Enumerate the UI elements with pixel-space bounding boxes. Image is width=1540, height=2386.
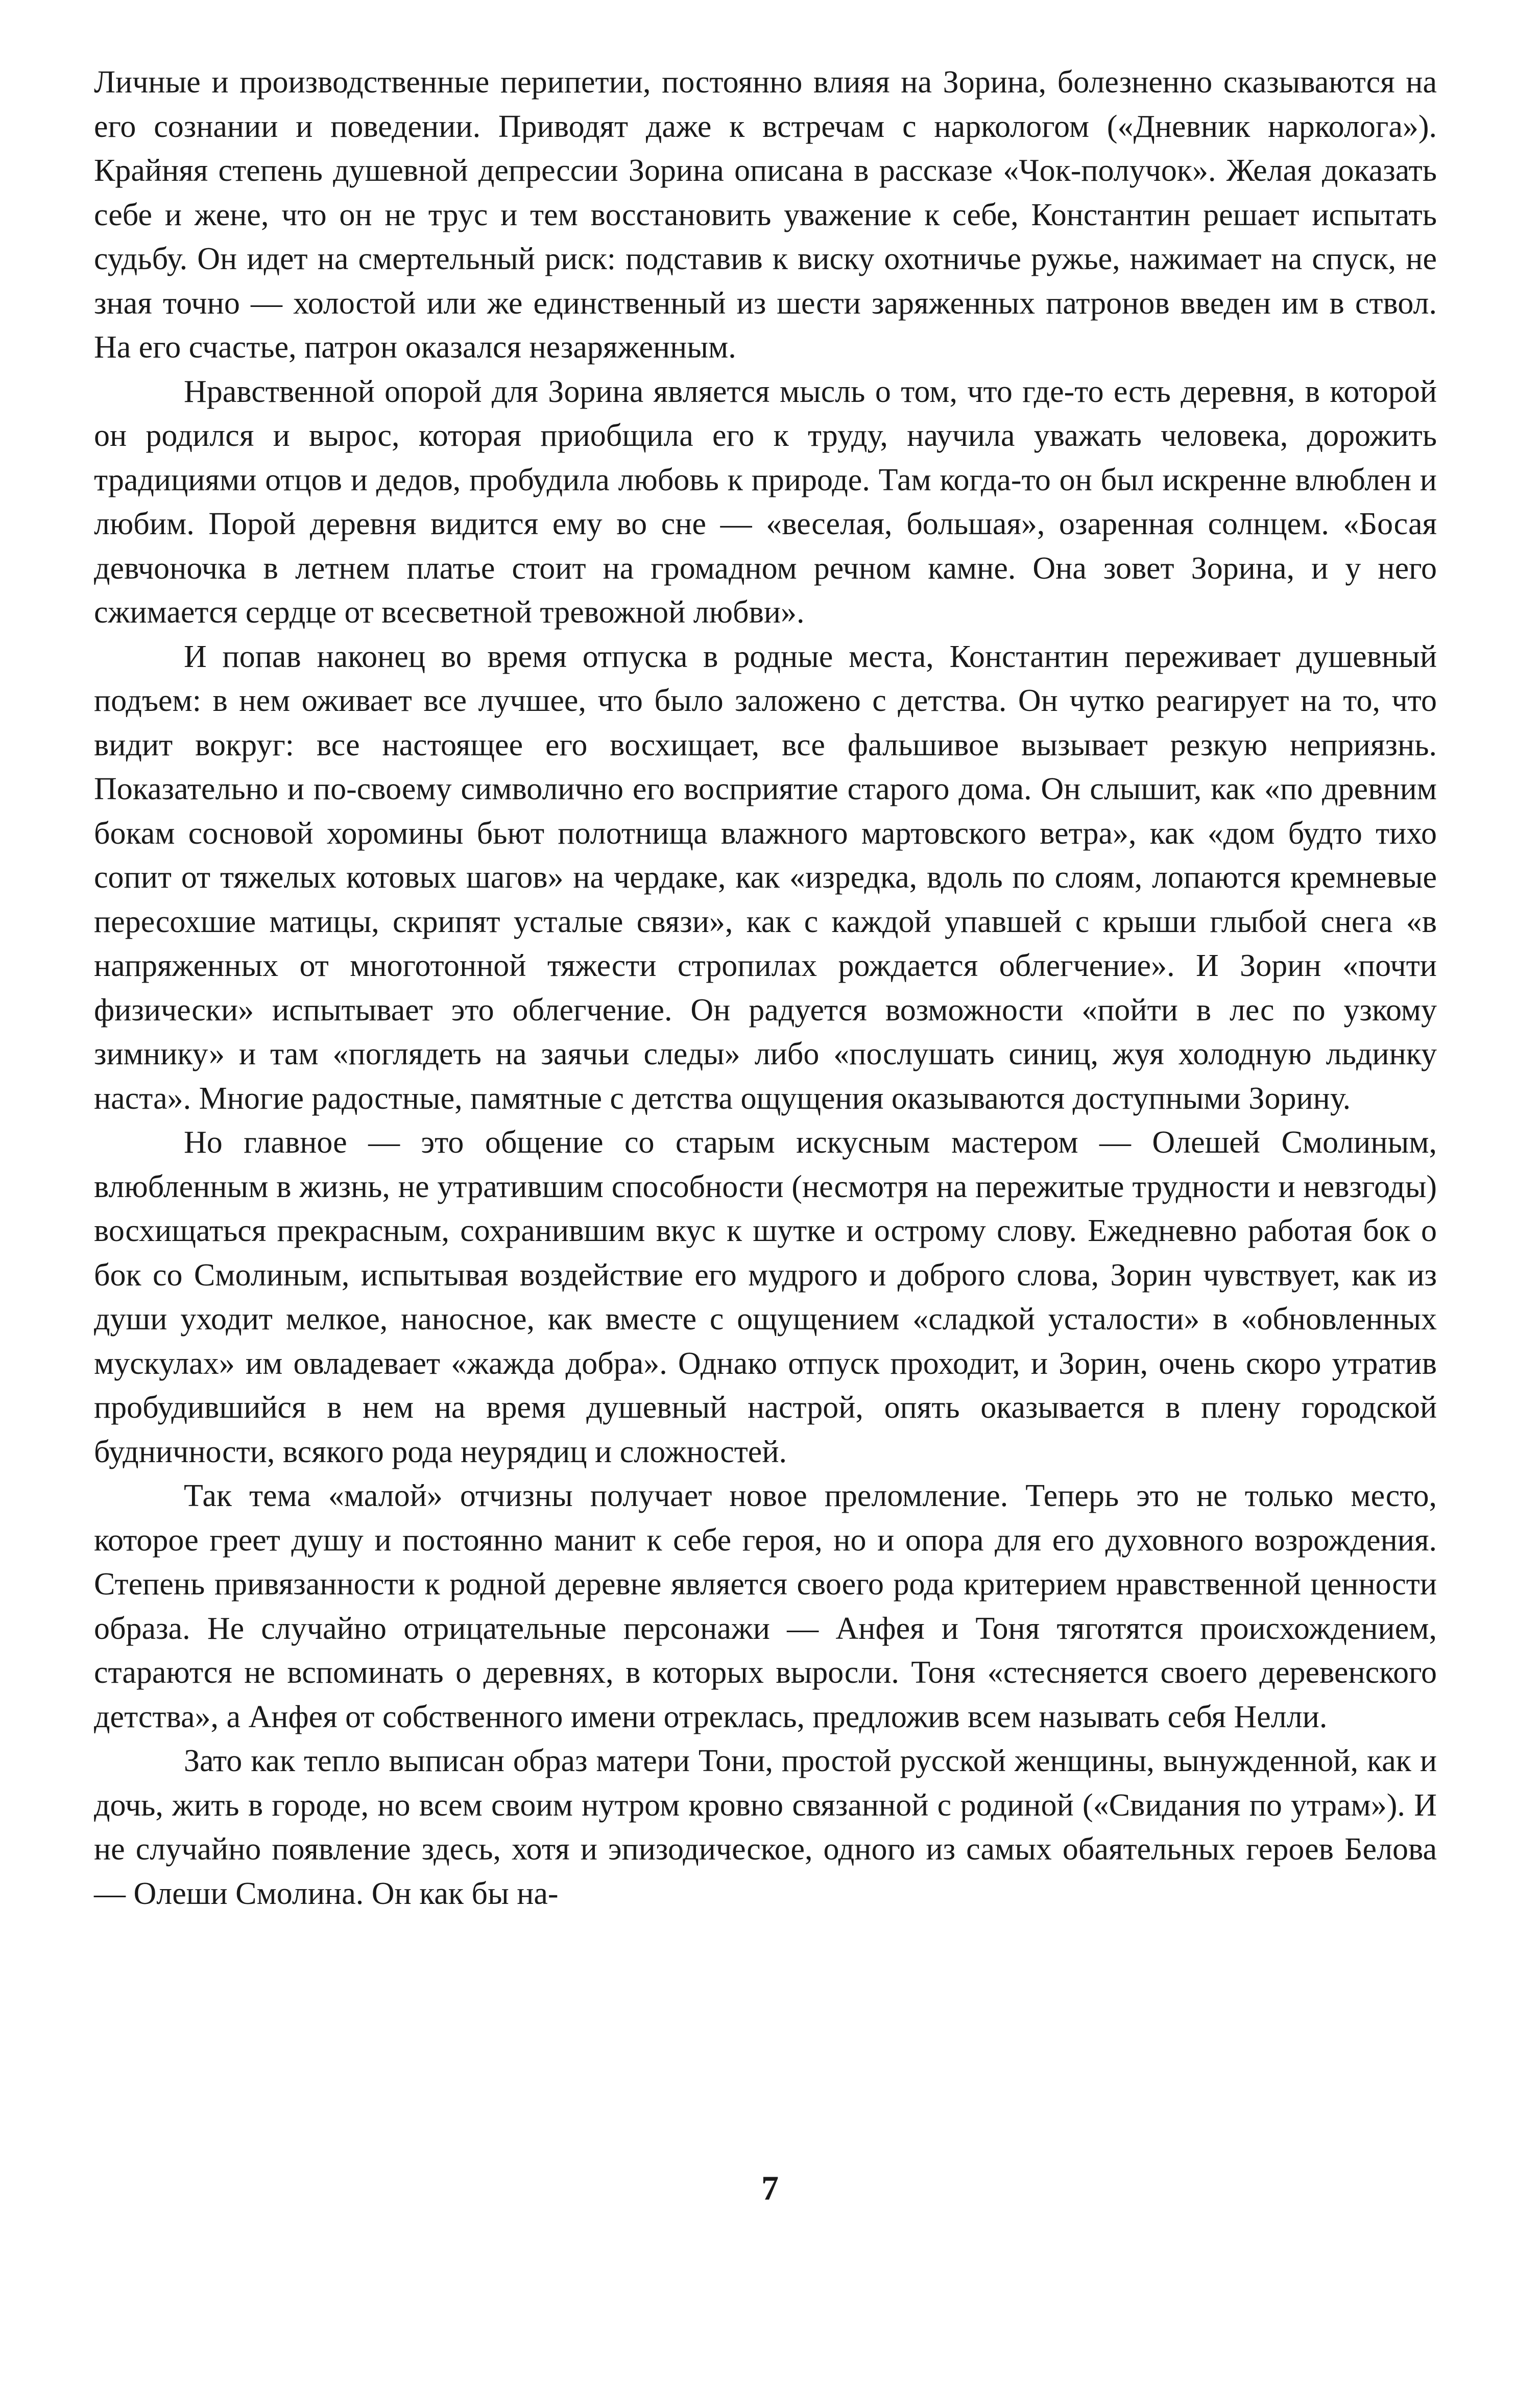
paragraph-6: Зато как тепло выписан образ матери Тони, простой русской женщины, вынужденной, как и дочь, жить в городе, но всем своим нутром кровно связанной с родиной («Свидания по утрам»). И не случайно появление здесь, хотя и эпизодическое, одного из самых обаятельных героев Белова — Олеши Смолина. Он как бы на- bbox=[94, 1744, 1437, 1911]
paragraph-2: Нравственной опорой для Зорина является мысль о том, что где-то есть деревня, в которой он родился и вырос, которая приобщила его к труду, научила уважать человека, дорожить традициями отцов и дедов, пробудила любовь к природе. Там когда-то он был искренне влюблен и любим. Порой деревня видится ему во сне — «веселая, большая», озаренная солнцем. «Босая девчоночка в летнем платье стоит на громадном речном камне. Она зовет Зорина, и у него сжимается сердце от всесветной тревожной любви». bbox=[94, 374, 1437, 630]
body-text bbox=[94, 60, 1437, 1916]
page-number: 7 bbox=[761, 2168, 779, 2207]
paragraph-5: Так тема «малой» отчизны получает новое преломление. Теперь это не только место, которое греет душу и постоянно манит к себе героя, но и опора для его духовного возрождения. Степень привязанности к родной деревне является своего рода критерием нравственной ценности образа. Не случайно отрицательные персонажи — Анфея и Тоня тяготятся происхождением, стараются не вспоминать о деревнях, в которых выросли. Тоня «стесняется своего деревенского детства», а Анфея от собственного имени отреклась, предложив всем называть себя Нелли. bbox=[94, 1478, 1437, 1734]
paragraph-1: Личные и производственные перипетии, постоянно влияя на Зорина, болезненно сказываются на его сознании и поведении. Приводят даже к встречам с наркологом («Дневник нарколога»). Крайняя степень душевной депрессии Зорина описана в рассказе «Чок-получок». Желая доказать себе и жене, что он не трус и тем восстановить уважение к себе, Константин решает испытать судьбу. Он идет на смертельный риск: подставив к виску охотничье ружье, нажимает на спуск, не зная точно — холостой или же единственный из шести заряженных патронов введен им в ствол. На его счастье, патрон оказался незаряженным. bbox=[94, 65, 1437, 365]
paragraph-4: Но главное — это общение со старым искусным мастером — Олешей Смолиным, влюбленным в жизнь, не утратившим способности (несмотря на пережитые трудности и невзгоды) восхищаться прекрасным, сохранившим вкус к шутке и острому слову. Ежедневно работая бок о бок со Смолиным, испытывая воздействие его мудрого и доброго слова, Зорин чувствует, как из души уходит мелкое, наносное, как вместе с ощущением «сладкой усталости» в «обновленных мускулах» им овладевает «жажда добра». Однако отпуск проходит, и Зорин, очень скоро утратив пробудившийся в нем на время душевный настрой, опять оказывается в плену городской будничности, всякого рода неурядиц и сложностей. bbox=[94, 1125, 1437, 1469]
paragraph-3: И попав наконец во время отпуска в родные места, Константин переживает душевный подъем: в нем оживает все лучшее, что было заложено с детства. Он чутко реагирует на то, что видит вокруг: все настоящее его восхищает, все фальшивое вызывает резкую неприязнь. Показательно и по-своему символично его восприятие старого дома. Он слышит, как «по древним бокам сосновой хоромины бьют полотнища влажного мартовского ветра», как «дом будто тихо сопит от тяжелых котовых шагов» на чердаке, как «изредка, вдоль по слоям, лопаются кремневые пересохшие матицы, скрипят усталые связи», как с каждой упавшей с крыши глыбой снега «в напряженных от многотонной тяжести стропилах рождается облегчение». И Зорин «почти физически» испытывает это облегчение. Он радуется возможности «пойти в лес по узкому зимнику» и там «поглядеть на заячьи следы» либо «послушать синиц, жуя холодную льдинку наста». Многие радостные, памятные с детства ощущения оказываются доступными Зорину. bbox=[94, 639, 1437, 1116]
